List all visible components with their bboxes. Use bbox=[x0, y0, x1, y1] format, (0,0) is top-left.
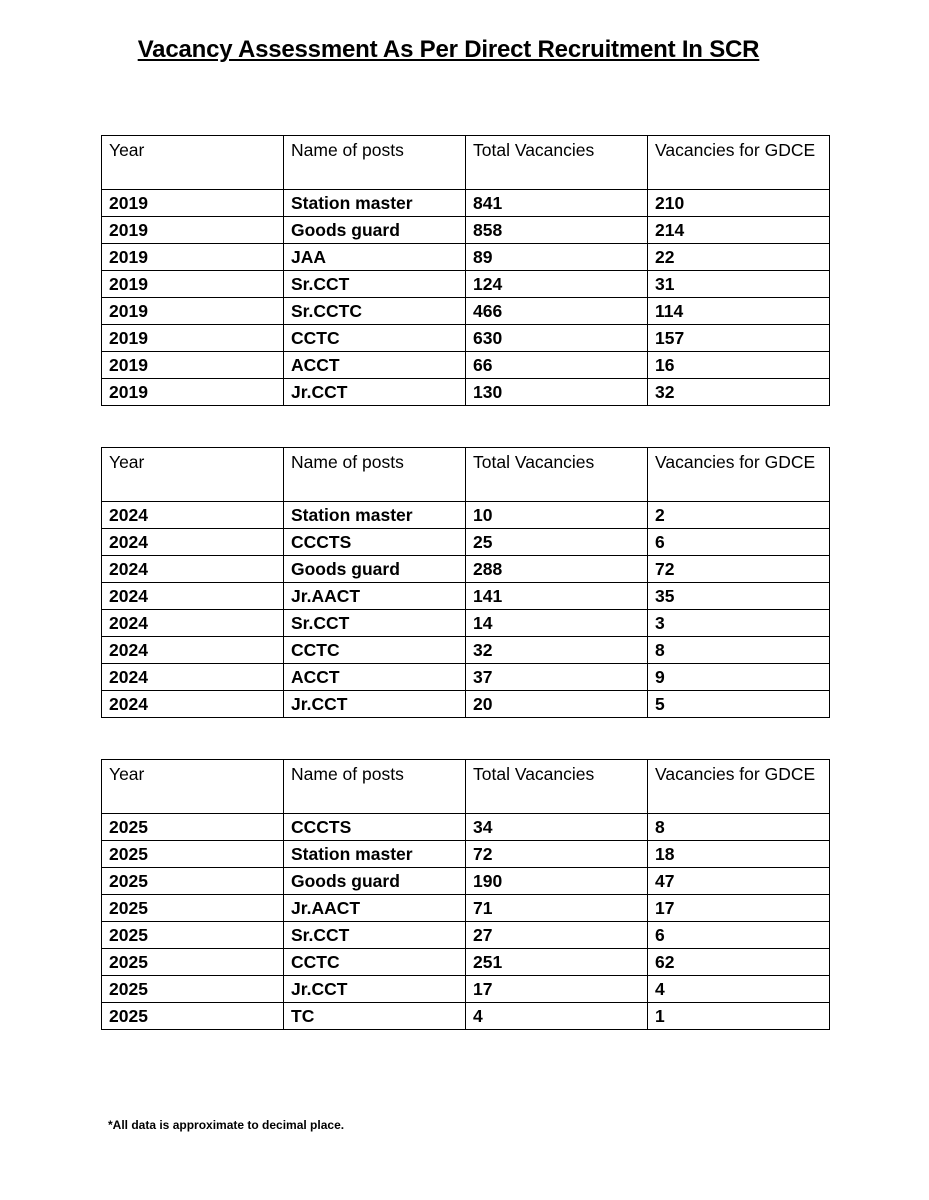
year-cell: 2025 bbox=[102, 949, 284, 976]
footnote: *All data is approximate to decimal place. bbox=[108, 1118, 345, 1132]
table-row bbox=[102, 352, 830, 379]
page-title: Vacancy Assessment As Per Direct Recruitment In SCR bbox=[137, 36, 760, 63]
gdce-vacancies-cell: 5 bbox=[648, 691, 830, 718]
year-header: Year bbox=[102, 448, 284, 502]
gdce-vacancies-cell: 9 bbox=[648, 664, 830, 691]
table-row bbox=[102, 1003, 830, 1030]
total-vacancies-cell: 71 bbox=[466, 895, 648, 922]
gdce-vacancies-cell: 72 bbox=[648, 556, 830, 583]
table-row bbox=[102, 922, 830, 949]
post-name-cell: CCTC bbox=[284, 949, 466, 976]
total-vacancies-cell: 288 bbox=[466, 556, 648, 583]
table-row bbox=[102, 868, 830, 895]
total-vacancies-cell: 17 bbox=[466, 976, 648, 1003]
post-name-cell: Jr.CCT bbox=[284, 976, 466, 1003]
gdce-vacancies-cell: 114 bbox=[648, 298, 830, 325]
gdce-vacancies-cell: 6 bbox=[648, 529, 830, 556]
table-row bbox=[102, 583, 830, 610]
gdce-vacancies-cell: 16 bbox=[648, 352, 830, 379]
total-vacancies-cell: 32 bbox=[466, 637, 648, 664]
year-cell: 2024 bbox=[102, 502, 284, 529]
total-vacancies-cell: 858 bbox=[466, 217, 648, 244]
year-cell: 2019 bbox=[102, 379, 284, 406]
vacancy-table-2025 bbox=[101, 759, 830, 1030]
total-vacancies-cell: 841 bbox=[466, 190, 648, 217]
table-row bbox=[102, 814, 830, 841]
post-name-cell: Goods guard bbox=[284, 556, 466, 583]
gdce-vacancies-cell: 22 bbox=[648, 244, 830, 271]
table-row bbox=[102, 637, 830, 664]
post-name-cell: Sr.CCTC bbox=[284, 298, 466, 325]
gdce-vacancies-cell: 8 bbox=[648, 637, 830, 664]
total-vacancies-cell: 141 bbox=[466, 583, 648, 610]
year-cell: 2019 bbox=[102, 352, 284, 379]
post-name-cell: Jr.AACT bbox=[284, 895, 466, 922]
gdce-vacancies-header: Vacancies for GDCE bbox=[648, 760, 830, 814]
vacancy-table-2019 bbox=[101, 135, 830, 406]
gdce-vacancies-header: Vacancies for GDCE bbox=[648, 448, 830, 502]
post-name-cell: CCCTS bbox=[284, 814, 466, 841]
total-vacancies-header: Total Vacancies bbox=[466, 760, 648, 814]
gdce-vacancies-cell: 35 bbox=[648, 583, 830, 610]
table-row bbox=[102, 379, 830, 406]
post-name-cell: Goods guard bbox=[284, 217, 466, 244]
total-vacancies-cell: 37 bbox=[466, 664, 648, 691]
gdce-vacancies-cell: 47 bbox=[648, 868, 830, 895]
gdce-vacancies-cell: 4 bbox=[648, 976, 830, 1003]
total-vacancies-cell: 190 bbox=[466, 868, 648, 895]
post-name-cell: Jr.CCT bbox=[284, 691, 466, 718]
table-row bbox=[102, 529, 830, 556]
total-vacancies-cell: 10 bbox=[466, 502, 648, 529]
gdce-vacancies-cell: 1 bbox=[648, 1003, 830, 1030]
table-header-row bbox=[102, 136, 830, 190]
total-vacancies-cell: 34 bbox=[466, 814, 648, 841]
year-cell: 2019 bbox=[102, 190, 284, 217]
total-vacancies-cell: 251 bbox=[466, 949, 648, 976]
year-cell: 2019 bbox=[102, 325, 284, 352]
gdce-vacancies-cell: 3 bbox=[648, 610, 830, 637]
year-cell: 2025 bbox=[102, 895, 284, 922]
year-cell: 2025 bbox=[102, 841, 284, 868]
total-vacancies-cell: 466 bbox=[466, 298, 648, 325]
year-header: Year bbox=[102, 760, 284, 814]
table-header-row bbox=[102, 448, 830, 502]
year-cell: 2019 bbox=[102, 298, 284, 325]
total-vacancies-cell: 20 bbox=[466, 691, 648, 718]
post-name-cell: TC bbox=[284, 1003, 466, 1030]
year-header: Year bbox=[102, 136, 284, 190]
gdce-vacancies-cell: 157 bbox=[648, 325, 830, 352]
post-name-cell: ACCT bbox=[284, 352, 466, 379]
total-vacancies-cell: 27 bbox=[466, 922, 648, 949]
gdce-vacancies-cell: 2 bbox=[648, 502, 830, 529]
table-row bbox=[102, 841, 830, 868]
total-vacancies-header: Total Vacancies bbox=[466, 448, 648, 502]
gdce-vacancies-cell: 214 bbox=[648, 217, 830, 244]
total-vacancies-cell: 130 bbox=[466, 379, 648, 406]
year-cell: 2024 bbox=[102, 691, 284, 718]
post-name-cell: JAA bbox=[284, 244, 466, 271]
table-row bbox=[102, 271, 830, 298]
post-name-cell: Station master bbox=[284, 841, 466, 868]
total-vacancies-cell: 89 bbox=[466, 244, 648, 271]
year-cell: 2024 bbox=[102, 556, 284, 583]
table-row bbox=[102, 325, 830, 352]
total-vacancies-cell: 72 bbox=[466, 841, 648, 868]
year-cell: 2024 bbox=[102, 610, 284, 637]
post-name-cell: Jr.CCT bbox=[284, 379, 466, 406]
post-name-cell: Station master bbox=[284, 190, 466, 217]
gdce-vacancies-cell: 8 bbox=[648, 814, 830, 841]
year-cell: 2025 bbox=[102, 868, 284, 895]
table-row bbox=[102, 190, 830, 217]
table-header-row bbox=[102, 760, 830, 814]
table-row bbox=[102, 556, 830, 583]
total-vacancies-cell: 4 bbox=[466, 1003, 648, 1030]
post-name-cell: Jr.AACT bbox=[284, 583, 466, 610]
year-cell: 2025 bbox=[102, 922, 284, 949]
post-name-header: Name of posts bbox=[284, 760, 466, 814]
post-name-header: Name of posts bbox=[284, 136, 466, 190]
table-row bbox=[102, 217, 830, 244]
post-name-cell: Sr.CCT bbox=[284, 922, 466, 949]
post-name-cell: ACCT bbox=[284, 664, 466, 691]
year-cell: 2025 bbox=[102, 976, 284, 1003]
year-cell: 2024 bbox=[102, 583, 284, 610]
gdce-vacancies-cell: 210 bbox=[648, 190, 830, 217]
total-vacancies-header: Total Vacancies bbox=[466, 136, 648, 190]
table-row bbox=[102, 664, 830, 691]
table-row bbox=[102, 502, 830, 529]
year-cell: 2019 bbox=[102, 217, 284, 244]
post-name-cell: Goods guard bbox=[284, 868, 466, 895]
post-name-cell: CCTC bbox=[284, 637, 466, 664]
gdce-vacancies-cell: 6 bbox=[648, 922, 830, 949]
post-name-cell: CCCTS bbox=[284, 529, 466, 556]
total-vacancies-cell: 124 bbox=[466, 271, 648, 298]
table-row bbox=[102, 949, 830, 976]
gdce-vacancies-header: Vacancies for GDCE bbox=[648, 136, 830, 190]
year-cell: 2025 bbox=[102, 814, 284, 841]
gdce-vacancies-cell: 17 bbox=[648, 895, 830, 922]
post-name-cell: Sr.CCT bbox=[284, 271, 466, 298]
table-row bbox=[102, 244, 830, 271]
table-row bbox=[102, 691, 830, 718]
table-row bbox=[102, 976, 830, 1003]
table-row bbox=[102, 610, 830, 637]
post-name-cell: CCTC bbox=[284, 325, 466, 352]
total-vacancies-cell: 14 bbox=[466, 610, 648, 637]
gdce-vacancies-cell: 62 bbox=[648, 949, 830, 976]
post-name-header: Name of posts bbox=[284, 448, 466, 502]
year-cell: 2019 bbox=[102, 271, 284, 298]
year-cell: 2024 bbox=[102, 637, 284, 664]
table-row bbox=[102, 298, 830, 325]
gdce-vacancies-cell: 31 bbox=[648, 271, 830, 298]
table-row bbox=[102, 895, 830, 922]
total-vacancies-cell: 25 bbox=[466, 529, 648, 556]
post-name-cell: Station master bbox=[284, 502, 466, 529]
year-cell: 2024 bbox=[102, 529, 284, 556]
gdce-vacancies-cell: 18 bbox=[648, 841, 830, 868]
year-cell: 2024 bbox=[102, 664, 284, 691]
post-name-cell: Sr.CCT bbox=[284, 610, 466, 637]
gdce-vacancies-cell: 32 bbox=[648, 379, 830, 406]
total-vacancies-cell: 66 bbox=[466, 352, 648, 379]
vacancy-table-2024 bbox=[101, 447, 830, 718]
year-cell: 2025 bbox=[102, 1003, 284, 1030]
total-vacancies-cell: 630 bbox=[466, 325, 648, 352]
year-cell: 2019 bbox=[102, 244, 284, 271]
